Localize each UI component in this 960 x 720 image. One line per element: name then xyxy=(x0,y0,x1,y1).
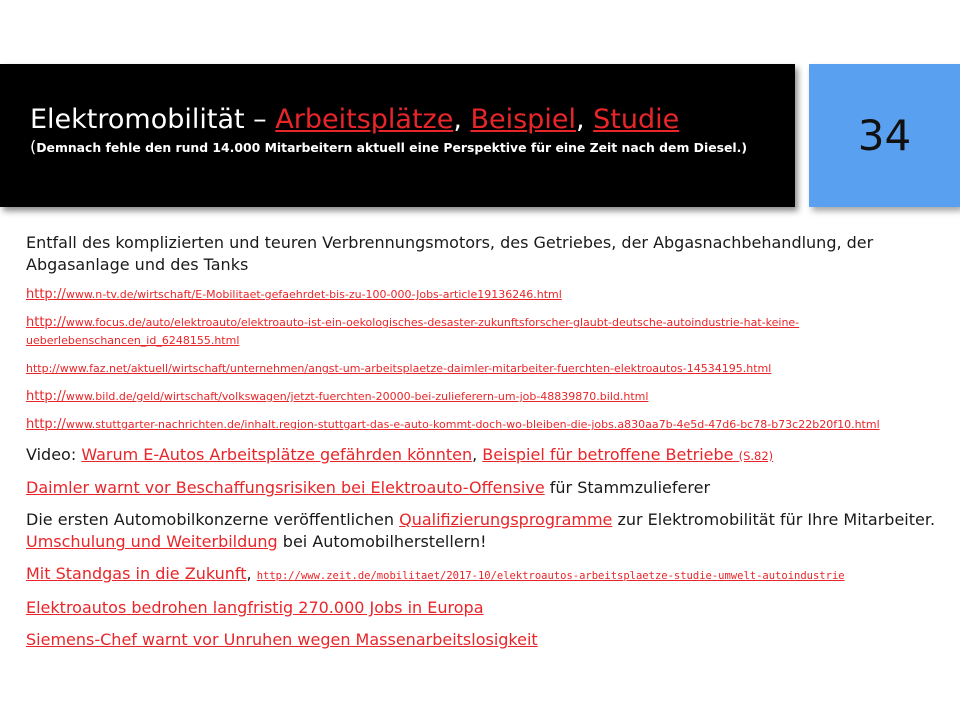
standgas-separator: , xyxy=(246,564,257,583)
daimler-link[interactable]: Daimler warnt vor Beschaffungsrisiken bei Elektroauto-Offensive xyxy=(26,478,545,497)
link-faz-url[interactable]: http://www.faz.net/aktuell/wirtschaft/unternehmen/angst-um-arbeitsplaetze-daimler-mitarbeiter-fuerchten-elektroautos-14534195.html xyxy=(26,362,772,375)
title-link-studie[interactable]: Studie xyxy=(593,104,680,135)
link-bild xyxy=(26,388,936,406)
title-separator: , xyxy=(453,104,471,135)
programs-paragraph xyxy=(26,509,936,553)
umschulung-link[interactable]: Umschulung und Weiterbildung xyxy=(26,532,278,551)
video-label: Video: xyxy=(26,445,82,464)
title-link-beispiel[interactable]: Beispiel xyxy=(470,104,576,135)
page-number: 34 xyxy=(857,111,912,160)
daimler-line xyxy=(26,477,936,499)
zeit-url-link[interactable]: http://www.zeit.de/mobilitaet/2017-10/elektroautos-arbeitsplaetze-studie-umwelt-autoindustrie xyxy=(256,570,845,582)
link-faz xyxy=(26,360,936,378)
jobs-line xyxy=(26,597,936,619)
link-ntv xyxy=(26,286,936,304)
link-ntv-url[interactable]: http://www.n-tv.de/wirtschaft/E-Mobilitaet-gefaehrdet-bis-zu-100-000-Jobs-article19136246.html xyxy=(26,287,562,302)
daimler-rest: für Stammzulieferer xyxy=(544,478,711,497)
subtitle-paren: ( xyxy=(30,137,37,156)
video-link-beispiel[interactable]: Beispiel für betroffene Betriebe (S.82) xyxy=(482,445,774,464)
video-line xyxy=(26,444,936,467)
programs-text: Die ersten Automobilkonzerne veröffentlichen xyxy=(26,510,400,529)
jobs-europa-link[interactable]: Elektroautos bedrohen langfristig 270.000 Jobs in Europa xyxy=(26,598,484,617)
programs-text: zur Elektromobilität für Ihre Mitarbeiter. xyxy=(612,510,936,529)
slide-title-box xyxy=(0,64,795,207)
title-link-arbeitsplaetze[interactable]: Arbeitsplätze xyxy=(275,104,454,135)
title-separator: , xyxy=(575,104,594,135)
title-text: Elektromobilität – xyxy=(30,104,276,135)
link-stuttgarter-url[interactable]: http://www.stuttgarter-nachrichten.de/inhalt.region-stuttgart-das-e-auto-kommt-doch-wo-bleiben-die-jobs.a830aa7b-4e5d-47d6-bc78-b73c22b20f10.html xyxy=(26,417,880,432)
standgas-link[interactable]: Mit Standgas in die Zukunft xyxy=(26,564,247,583)
video-separator: , xyxy=(472,445,483,464)
intro-text: Entfall des komplizierten und teuren Verbrennungsmotors, des Getriebes, der Abgasnachbehandlung, der Abgasanlage und des Tanks xyxy=(26,233,874,274)
slide-title xyxy=(30,104,795,136)
slide-content xyxy=(26,232,936,661)
slide-subtitle xyxy=(30,138,795,157)
siemens-link[interactable]: Siemens-Chef warnt vor Unruhen wegen Massenarbeitslosigkeit xyxy=(26,630,538,649)
siemens-line xyxy=(26,629,936,651)
qualifizierungsprogramme-link[interactable]: Qualifizierungsprogramme xyxy=(399,510,613,529)
programs-text: bei Automobilherstellern! xyxy=(277,532,487,551)
link-focus-url[interactable]: http://www.focus.de/auto/elektroauto/elektroauto-ist-ein-oekologisches-desaster-zukunftsforscher-glaubt-deutsche-autoindustrie-hat-keine-ueberlebenschancen_id_6248155.html xyxy=(26,315,800,347)
link-focus xyxy=(26,314,936,350)
video-link-arbeitsplaetze[interactable]: Warum E-Autos Arbeitsplätze gefährden könnten xyxy=(81,445,473,464)
link-bild-url[interactable]: http://www.bild.de/geld/wirtschaft/volkswagen/jetzt-fuerchten-20000-bei-zulieferern-um-job-48839870.bild.html xyxy=(26,389,649,404)
page-number-box xyxy=(809,64,960,207)
standgas-line xyxy=(26,563,936,587)
subtitle-text: Demnach fehle den rund 14.000 Mitarbeitern aktuell eine Perspektive für eine Zeit nach dem Diesel.) xyxy=(36,140,748,155)
link-stuttgarter xyxy=(26,416,936,434)
